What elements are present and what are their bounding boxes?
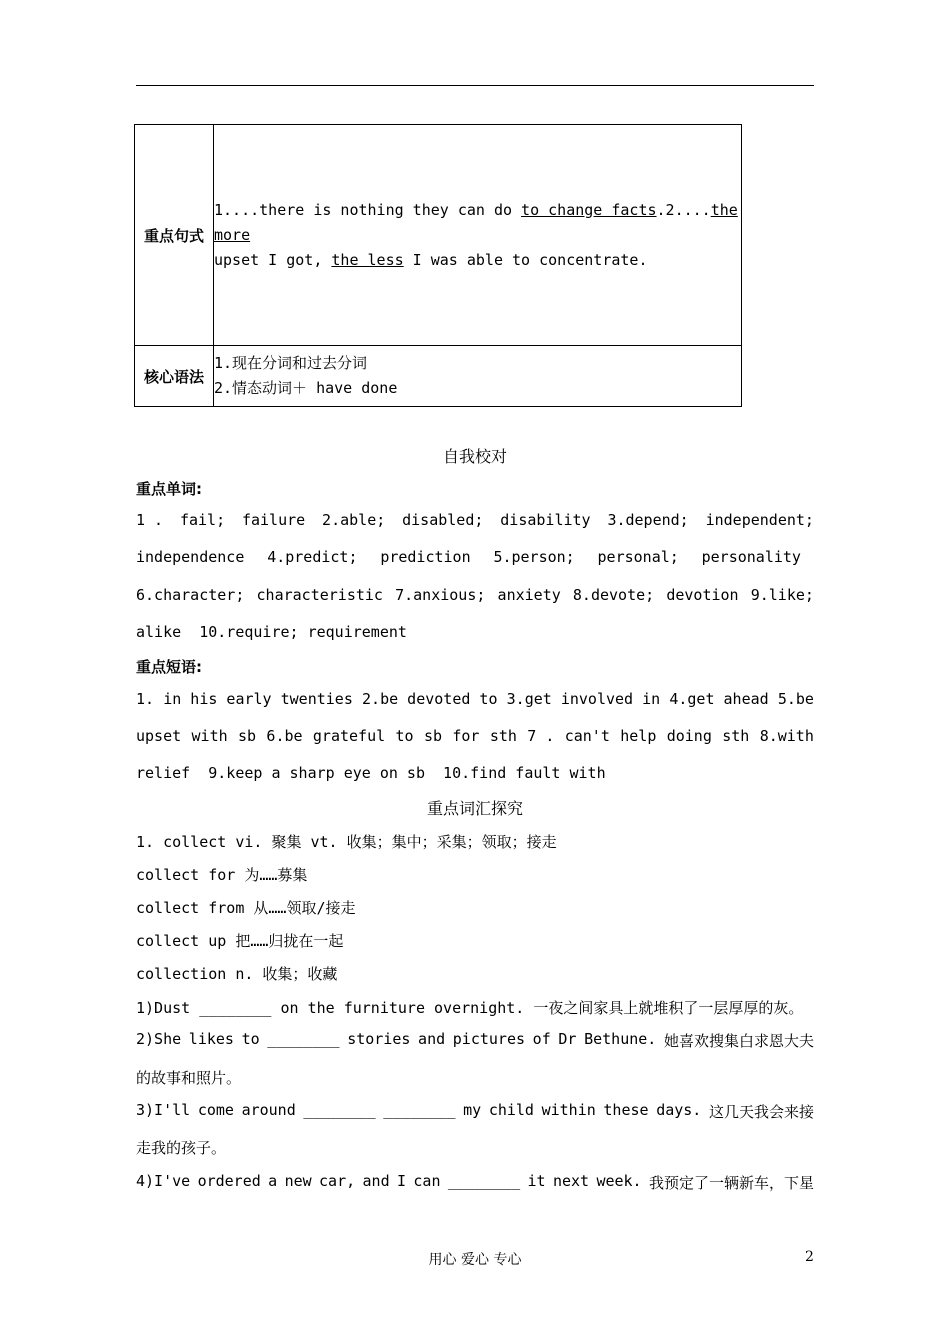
key-sentences-content: 1....there is nothing they can do to change facts.2....the more upset I got, the less I was able to concentrate. [214,125,742,346]
summary-table [134,124,742,407]
exercise-3-line-2: 走我的孩子。 [136,1139,227,1157]
core-grammar-content: 1.现在分词和过去分词 2.情态动词＋ have done [214,346,742,407]
page-footer: 用心 爱心 专心 [428,1252,522,1268]
header-rule [136,85,814,86]
vocab-line-3: collect from 从……领取/接走 [136,899,356,917]
page-number: 2 [805,1249,814,1265]
exercise-4-line-1: 4)I've ordered a new car, and I can ________ it next week. 我预定了一辆新车，下星 [136,1172,814,1192]
core-grammar-label: 核心语法 [135,346,214,407]
vocab-line-2: collect for 为……募集 [136,866,308,884]
vocab-line-4: collect up 把……归拢在一起 [136,932,344,950]
exercise-1: 1)Dust ________ on the furniture overnight. 一夜之间家具上就堆积了一层厚厚的灰。 [136,999,804,1017]
exercise-2-line-2: 的故事和照片。 [136,1069,242,1087]
key-phrases-line-2: upset with sb 6.be grateful to sb for sth 7 . can't help doing sth 8.with [136,727,814,745]
key-phrases-heading: 重点短语: [136,658,202,676]
vocab-line-5: collection n. 收集；收藏 [136,965,338,983]
self-check-title: 自我校对 [442,447,507,466]
key-words-line-4: alike 10.require; requirement [136,623,407,641]
key-phrases-line-3: relief 9.keep a sharp eye on sb 10.find fault with [136,764,606,782]
key-words-line-2: independence 4.predict; prediction 5.person; personal; personality [136,548,801,566]
vocab-exploration-title: 重点词汇探究 [426,799,523,818]
key-phrases-line-1: 1. in his early twenties 2.be devoted to 3.get involved in 4.get ahead 5.be [136,690,814,708]
exercise-3-line-1: 3)I'll come around ________ ________ my child within these days. 这几天我会来接 [136,1101,814,1121]
key-words-line-3: 6.character; characteristic 7.anxious; anxiety 8.devote; devotion 9.like; [136,586,814,604]
exercise-2-line-1: 2)She likes to ________ stories and pictures of Dr Bethune. 她喜欢搜集白求恩大夫 [136,1030,814,1050]
key-words-heading: 重点单词: [136,480,202,498]
key-sentences-label: 重点句式 [135,125,214,346]
vocab-line-1: 1. collect vi. 聚集 vt. 收集；集中；采集；领取；接走 [136,833,557,851]
key-words-line-1: 1 . fail; failure 2.able; disabled; disability 3.depend; independent; [136,511,814,529]
